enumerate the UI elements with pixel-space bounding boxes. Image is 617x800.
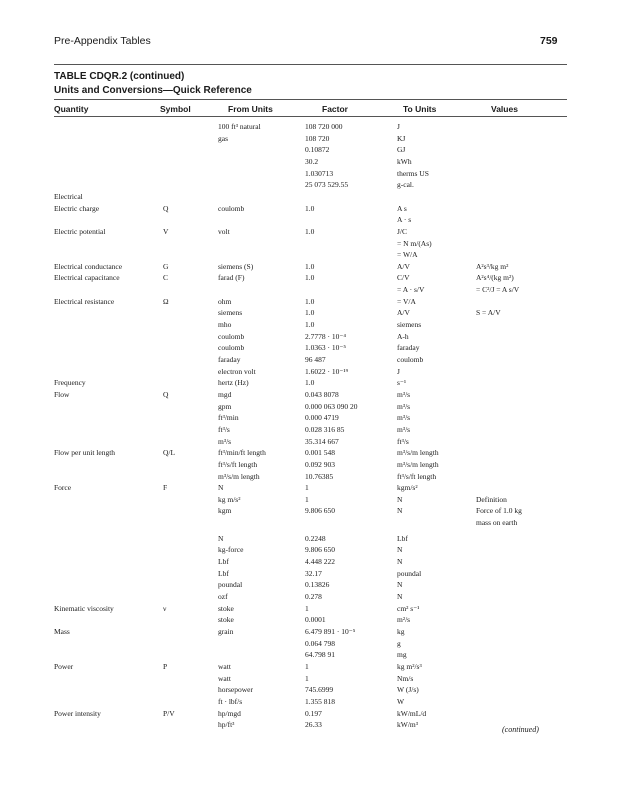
table-cell: hertz (Hz) bbox=[218, 378, 249, 388]
header-rule bbox=[54, 64, 567, 65]
table-row bbox=[0, 307, 617, 318]
table-row bbox=[0, 389, 617, 400]
table-row bbox=[0, 203, 617, 214]
table-cell: m³/s bbox=[397, 424, 411, 434]
table-cell: volt bbox=[218, 226, 230, 236]
table-cell: N bbox=[397, 545, 403, 555]
table-cell: faraday bbox=[218, 355, 241, 364]
table-row bbox=[0, 191, 617, 202]
table-cell: P bbox=[163, 661, 168, 671]
table-cell: A-h bbox=[397, 331, 409, 341]
table-row bbox=[0, 684, 617, 695]
table-cell: gas bbox=[218, 133, 228, 143]
table-cell: V bbox=[163, 226, 169, 236]
table-cell: Electrical resistance bbox=[54, 296, 115, 306]
table-cell: N bbox=[397, 494, 403, 504]
table-row bbox=[0, 626, 617, 637]
table-row bbox=[0, 568, 617, 579]
table-cell: Flow per unit length bbox=[54, 448, 116, 458]
table-cell: m³/s bbox=[218, 436, 232, 446]
table-cell: Electric potential bbox=[54, 226, 106, 236]
table-cell: 0.092 903 bbox=[305, 459, 335, 469]
table-cell: 1.6022 · 10⁻¹⁹ bbox=[305, 366, 349, 376]
table-row bbox=[0, 354, 617, 365]
table-cell: ft³/s/ft length bbox=[218, 459, 258, 469]
table-cell: mg bbox=[397, 650, 407, 660]
table-row bbox=[0, 366, 617, 377]
table-cell: N bbox=[218, 483, 224, 493]
column-header-quantity: Quantity bbox=[54, 104, 89, 114]
table-cell: coulomb bbox=[397, 355, 424, 364]
table-row bbox=[0, 696, 617, 707]
table-row bbox=[0, 144, 617, 155]
column-header-symbol: Symbol bbox=[160, 104, 191, 114]
table-cell: 1 bbox=[305, 673, 309, 683]
table-cell: W (J/s) bbox=[397, 685, 419, 695]
table-cell: C bbox=[163, 273, 169, 283]
table-cell: kg bbox=[397, 626, 405, 636]
table-cell: 64.798 91 bbox=[305, 650, 335, 660]
table-cell: 1 bbox=[305, 483, 309, 493]
table-cell: Q/L bbox=[163, 448, 176, 458]
table-cell: Force bbox=[54, 483, 72, 493]
table-cell: 9.806 650 bbox=[305, 506, 335, 516]
table-cell: Power intensity bbox=[54, 708, 101, 718]
table-cell: 0.197 bbox=[305, 708, 322, 718]
table-cell: m³/s bbox=[397, 413, 411, 423]
table-row bbox=[0, 296, 617, 307]
table-cell: A²s³/kg m² bbox=[476, 261, 509, 271]
column-header-values: Values bbox=[491, 104, 518, 114]
table-cell: gpm bbox=[218, 401, 232, 411]
table-cell: 35.314 667 bbox=[305, 436, 339, 446]
table-row bbox=[0, 447, 617, 458]
column-header-to-units: To Units bbox=[403, 104, 437, 114]
table-row bbox=[0, 471, 617, 482]
table-cell: 0.043 8078 bbox=[305, 389, 339, 399]
table-cell: siemens (S) bbox=[218, 261, 254, 271]
table-cell: kg m²/s³ bbox=[397, 661, 422, 671]
table-cell: 1.0 bbox=[305, 296, 315, 306]
table-row bbox=[0, 614, 617, 625]
table-cell: hp/mgd bbox=[218, 708, 241, 718]
table-cell: 108 720 bbox=[305, 133, 330, 143]
table-cell: s⁻¹ bbox=[397, 378, 407, 388]
table-cell: 0.10872 bbox=[305, 145, 330, 155]
table-cell: m³/s/m length bbox=[218, 471, 260, 481]
table-cell: Flow bbox=[54, 389, 70, 399]
table-row bbox=[0, 226, 617, 237]
table-cell: 30.2 bbox=[305, 156, 319, 166]
table-cell: = C²/J = A s/V bbox=[476, 285, 520, 295]
table-cell: 0.2248 bbox=[305, 533, 326, 543]
table-cell: N bbox=[397, 580, 403, 590]
table-row bbox=[0, 238, 617, 249]
table-row bbox=[0, 649, 617, 660]
table-cell: 6.479 891 · 10⁻⁵ bbox=[305, 626, 356, 636]
page-header-title: Pre-Appendix Tables bbox=[54, 35, 151, 47]
table-cell: Kinematic viscosity bbox=[54, 603, 114, 613]
table-cell: faraday bbox=[397, 343, 420, 353]
table-row bbox=[0, 412, 617, 423]
table-cell: kWh bbox=[397, 156, 412, 166]
table-cell: coulomb bbox=[218, 343, 245, 353]
table-cell: 1.0 bbox=[305, 261, 315, 271]
caption-rule bbox=[54, 99, 567, 100]
table-cell: mho bbox=[218, 320, 232, 330]
table-row bbox=[0, 319, 617, 330]
table-cell: 1 bbox=[305, 494, 309, 504]
table-row bbox=[0, 459, 617, 470]
table-row bbox=[0, 331, 617, 342]
table-row bbox=[0, 661, 617, 672]
table-cell: P/V bbox=[163, 708, 175, 718]
table-cell: ft³/min/ft length bbox=[218, 448, 266, 458]
table-cell: ft³/s/ft length bbox=[397, 471, 437, 481]
table-cell: W bbox=[397, 696, 405, 706]
table-cell: = A · s/V bbox=[397, 285, 425, 295]
table-cell: Ω bbox=[163, 296, 169, 306]
table-cell: N bbox=[218, 533, 224, 543]
table-cell: poundal bbox=[397, 568, 422, 578]
table-cell: Lbf bbox=[218, 568, 229, 578]
table-cell: 100 ft³ natural bbox=[218, 122, 261, 131]
table-row bbox=[0, 401, 617, 412]
table-cell: Q bbox=[163, 389, 169, 399]
table-cell: Electrical conductance bbox=[54, 261, 123, 271]
table-cell: grain bbox=[218, 626, 234, 636]
table-cell: m³/s bbox=[397, 389, 411, 399]
table-cell: ft³/s bbox=[218, 424, 230, 434]
table-row bbox=[0, 156, 617, 167]
table-cell: 0.000 4719 bbox=[305, 413, 339, 423]
table-cell: G bbox=[163, 261, 169, 271]
table-cell: Electrical capacitance bbox=[54, 273, 120, 283]
table-cell: 1.0 bbox=[305, 320, 315, 330]
table-cell: 1.0 bbox=[305, 226, 315, 236]
table-cell: hp/ft³ bbox=[218, 720, 235, 730]
table-cell: siemens bbox=[397, 320, 422, 330]
table-cell: ozf bbox=[218, 592, 228, 601]
table-cell: Electrical bbox=[54, 191, 83, 201]
table-cell: = N m/(As) bbox=[397, 238, 432, 248]
table-row bbox=[0, 261, 617, 272]
table-cell: 26.33 bbox=[305, 720, 322, 730]
table-cell: mgd bbox=[218, 389, 232, 399]
table-cell: Mass bbox=[54, 626, 70, 636]
table-cell: 1.0 bbox=[305, 203, 315, 213]
table-cell: 1.030713 bbox=[305, 168, 334, 178]
table-cell: N bbox=[397, 506, 403, 516]
table-cell: watt bbox=[218, 661, 231, 671]
table-caption-title: TABLE CDQR.2 (continued) bbox=[54, 71, 185, 82]
table-cell: 0.028 316 85 bbox=[305, 424, 345, 434]
table-cell: m³/s/m length bbox=[397, 459, 439, 469]
table-cell: 0.001 548 bbox=[305, 448, 335, 458]
table-cell: coulomb bbox=[218, 331, 245, 341]
table-cell: = V/A bbox=[397, 296, 416, 306]
table-cell: 1 bbox=[305, 661, 309, 671]
table-cell: N bbox=[397, 592, 403, 601]
table-cell: 745.6999 bbox=[305, 685, 334, 695]
table-cell: siemens bbox=[218, 308, 243, 318]
table-cell: Electric charge bbox=[54, 203, 100, 213]
table-cell: ft³/s bbox=[397, 436, 409, 446]
table-cell: = W/A bbox=[397, 250, 418, 260]
table-cell: cm² s⁻¹ bbox=[397, 603, 420, 613]
table-cell: 0.064 798 bbox=[305, 638, 335, 648]
continued-note: (continued) bbox=[502, 725, 539, 734]
table-cell: 9.806 650 bbox=[305, 545, 335, 555]
table-cell: kgm bbox=[218, 506, 232, 516]
table-row bbox=[0, 579, 617, 590]
table-row bbox=[0, 603, 617, 614]
table-cell: g bbox=[397, 638, 401, 648]
table-cell: Definition bbox=[476, 494, 507, 504]
table-cell: C/V bbox=[397, 273, 410, 283]
table-cell: g-cal. bbox=[397, 180, 414, 190]
table-cell: stoke bbox=[218, 603, 234, 613]
table-cell: 0.000 063 090 20 bbox=[305, 401, 358, 411]
column-header-factor: Factor bbox=[322, 104, 348, 114]
table-row bbox=[0, 121, 617, 132]
table-row bbox=[0, 708, 617, 719]
table-cell: m³/s/m length bbox=[397, 448, 439, 458]
table-cell: kgm/s² bbox=[397, 483, 418, 493]
table-cell: A/V bbox=[397, 308, 410, 318]
table-row bbox=[0, 272, 617, 283]
table-cell: S = A/V bbox=[476, 308, 501, 318]
table-row bbox=[0, 284, 617, 295]
table-row bbox=[0, 377, 617, 388]
table-cell: 1.0363 · 10⁻⁵ bbox=[305, 343, 346, 353]
table-cell: 0.13826 bbox=[305, 580, 330, 590]
table-row bbox=[0, 214, 617, 225]
table-cell: horsepower bbox=[218, 685, 253, 695]
table-cell: 1 bbox=[305, 603, 309, 613]
table-cell: kW/m³ bbox=[397, 720, 418, 730]
table-cell: kg m/s² bbox=[218, 494, 241, 504]
table-cell: Nm/s bbox=[397, 673, 414, 683]
table-cell: A · s bbox=[397, 215, 412, 225]
table-cell: ft · lbf/s bbox=[218, 696, 243, 706]
table-row bbox=[0, 436, 617, 447]
table-cell: A²s⁴/(kg m²) bbox=[476, 273, 514, 283]
table-cell: therms US bbox=[397, 168, 429, 178]
table-cell: A s bbox=[397, 203, 407, 213]
table-cell: 1.0 bbox=[305, 308, 315, 318]
table-cell: J bbox=[397, 366, 400, 376]
table-cell: ν bbox=[163, 603, 167, 613]
table-cell: 10.76385 bbox=[305, 471, 334, 481]
table-cell: Frequency bbox=[54, 378, 86, 388]
table-cell: kW/mL/d bbox=[397, 708, 427, 718]
table-cell: Power bbox=[54, 661, 74, 671]
table-cell: 108 720 000 bbox=[305, 122, 343, 131]
table-row bbox=[0, 133, 617, 144]
table-cell: 1.0 bbox=[305, 273, 315, 283]
table-row bbox=[0, 517, 617, 528]
table-row bbox=[0, 482, 617, 493]
column-header-from-units: From Units bbox=[228, 104, 273, 114]
table-cell: m³/s bbox=[397, 401, 411, 411]
table-row bbox=[0, 673, 617, 684]
table-cell: 1.355 818 bbox=[305, 696, 335, 706]
table-cell: KJ bbox=[397, 133, 406, 143]
table-cell: 0.278 bbox=[305, 592, 322, 601]
table-row bbox=[0, 342, 617, 353]
table-cell: farad (F) bbox=[218, 273, 245, 283]
table-cell: GJ bbox=[397, 145, 406, 155]
table-cell: Lbf bbox=[397, 533, 408, 543]
table-row bbox=[0, 249, 617, 260]
table-cell: 96 487 bbox=[305, 355, 326, 364]
table-cell: Force of 1.0 kg bbox=[476, 506, 522, 516]
table-row bbox=[0, 591, 617, 602]
table-cell: 4.448 222 bbox=[305, 557, 335, 567]
table-cell: 1.0 bbox=[305, 378, 315, 388]
table-cell: ft³/min bbox=[218, 413, 239, 423]
table-cell: N bbox=[397, 557, 403, 567]
table-cell: 0.0001 bbox=[305, 615, 326, 625]
table-cell: m²/s bbox=[397, 615, 411, 625]
table-row bbox=[0, 424, 617, 435]
table-row bbox=[0, 494, 617, 505]
table-caption-subtitle: Units and Conversions—Quick Reference bbox=[54, 85, 252, 96]
table-cell: Lbf bbox=[218, 557, 229, 567]
table-row bbox=[0, 505, 617, 516]
table-row bbox=[0, 638, 617, 649]
table-cell: mass on earth bbox=[476, 518, 518, 528]
header-bottom-rule bbox=[54, 116, 567, 117]
table-cell: electron volt bbox=[218, 366, 256, 376]
table-row bbox=[0, 168, 617, 179]
table-row bbox=[0, 556, 617, 567]
table-cell: 2.7778 · 10⁻⁴ bbox=[305, 331, 346, 341]
table-cell: 32.17 bbox=[305, 568, 322, 578]
table-cell: kg-force bbox=[218, 545, 244, 555]
table-cell: ohm bbox=[218, 296, 232, 306]
table-cell: J/C bbox=[397, 226, 408, 236]
table-cell: F bbox=[163, 483, 168, 493]
table-cell: stoke bbox=[218, 615, 234, 625]
table-cell: watt bbox=[218, 673, 231, 683]
table-cell: J bbox=[397, 122, 400, 131]
table-cell: A/V bbox=[397, 261, 410, 271]
table-row bbox=[0, 179, 617, 190]
page-number: 759 bbox=[540, 35, 558, 47]
table-cell: poundal bbox=[218, 580, 243, 590]
table-cell: 25 073 529.55 bbox=[305, 180, 349, 190]
table-cell: Q bbox=[163, 203, 169, 213]
table-cell: coulomb bbox=[218, 203, 245, 213]
table-row bbox=[0, 533, 617, 544]
table-row bbox=[0, 544, 617, 555]
